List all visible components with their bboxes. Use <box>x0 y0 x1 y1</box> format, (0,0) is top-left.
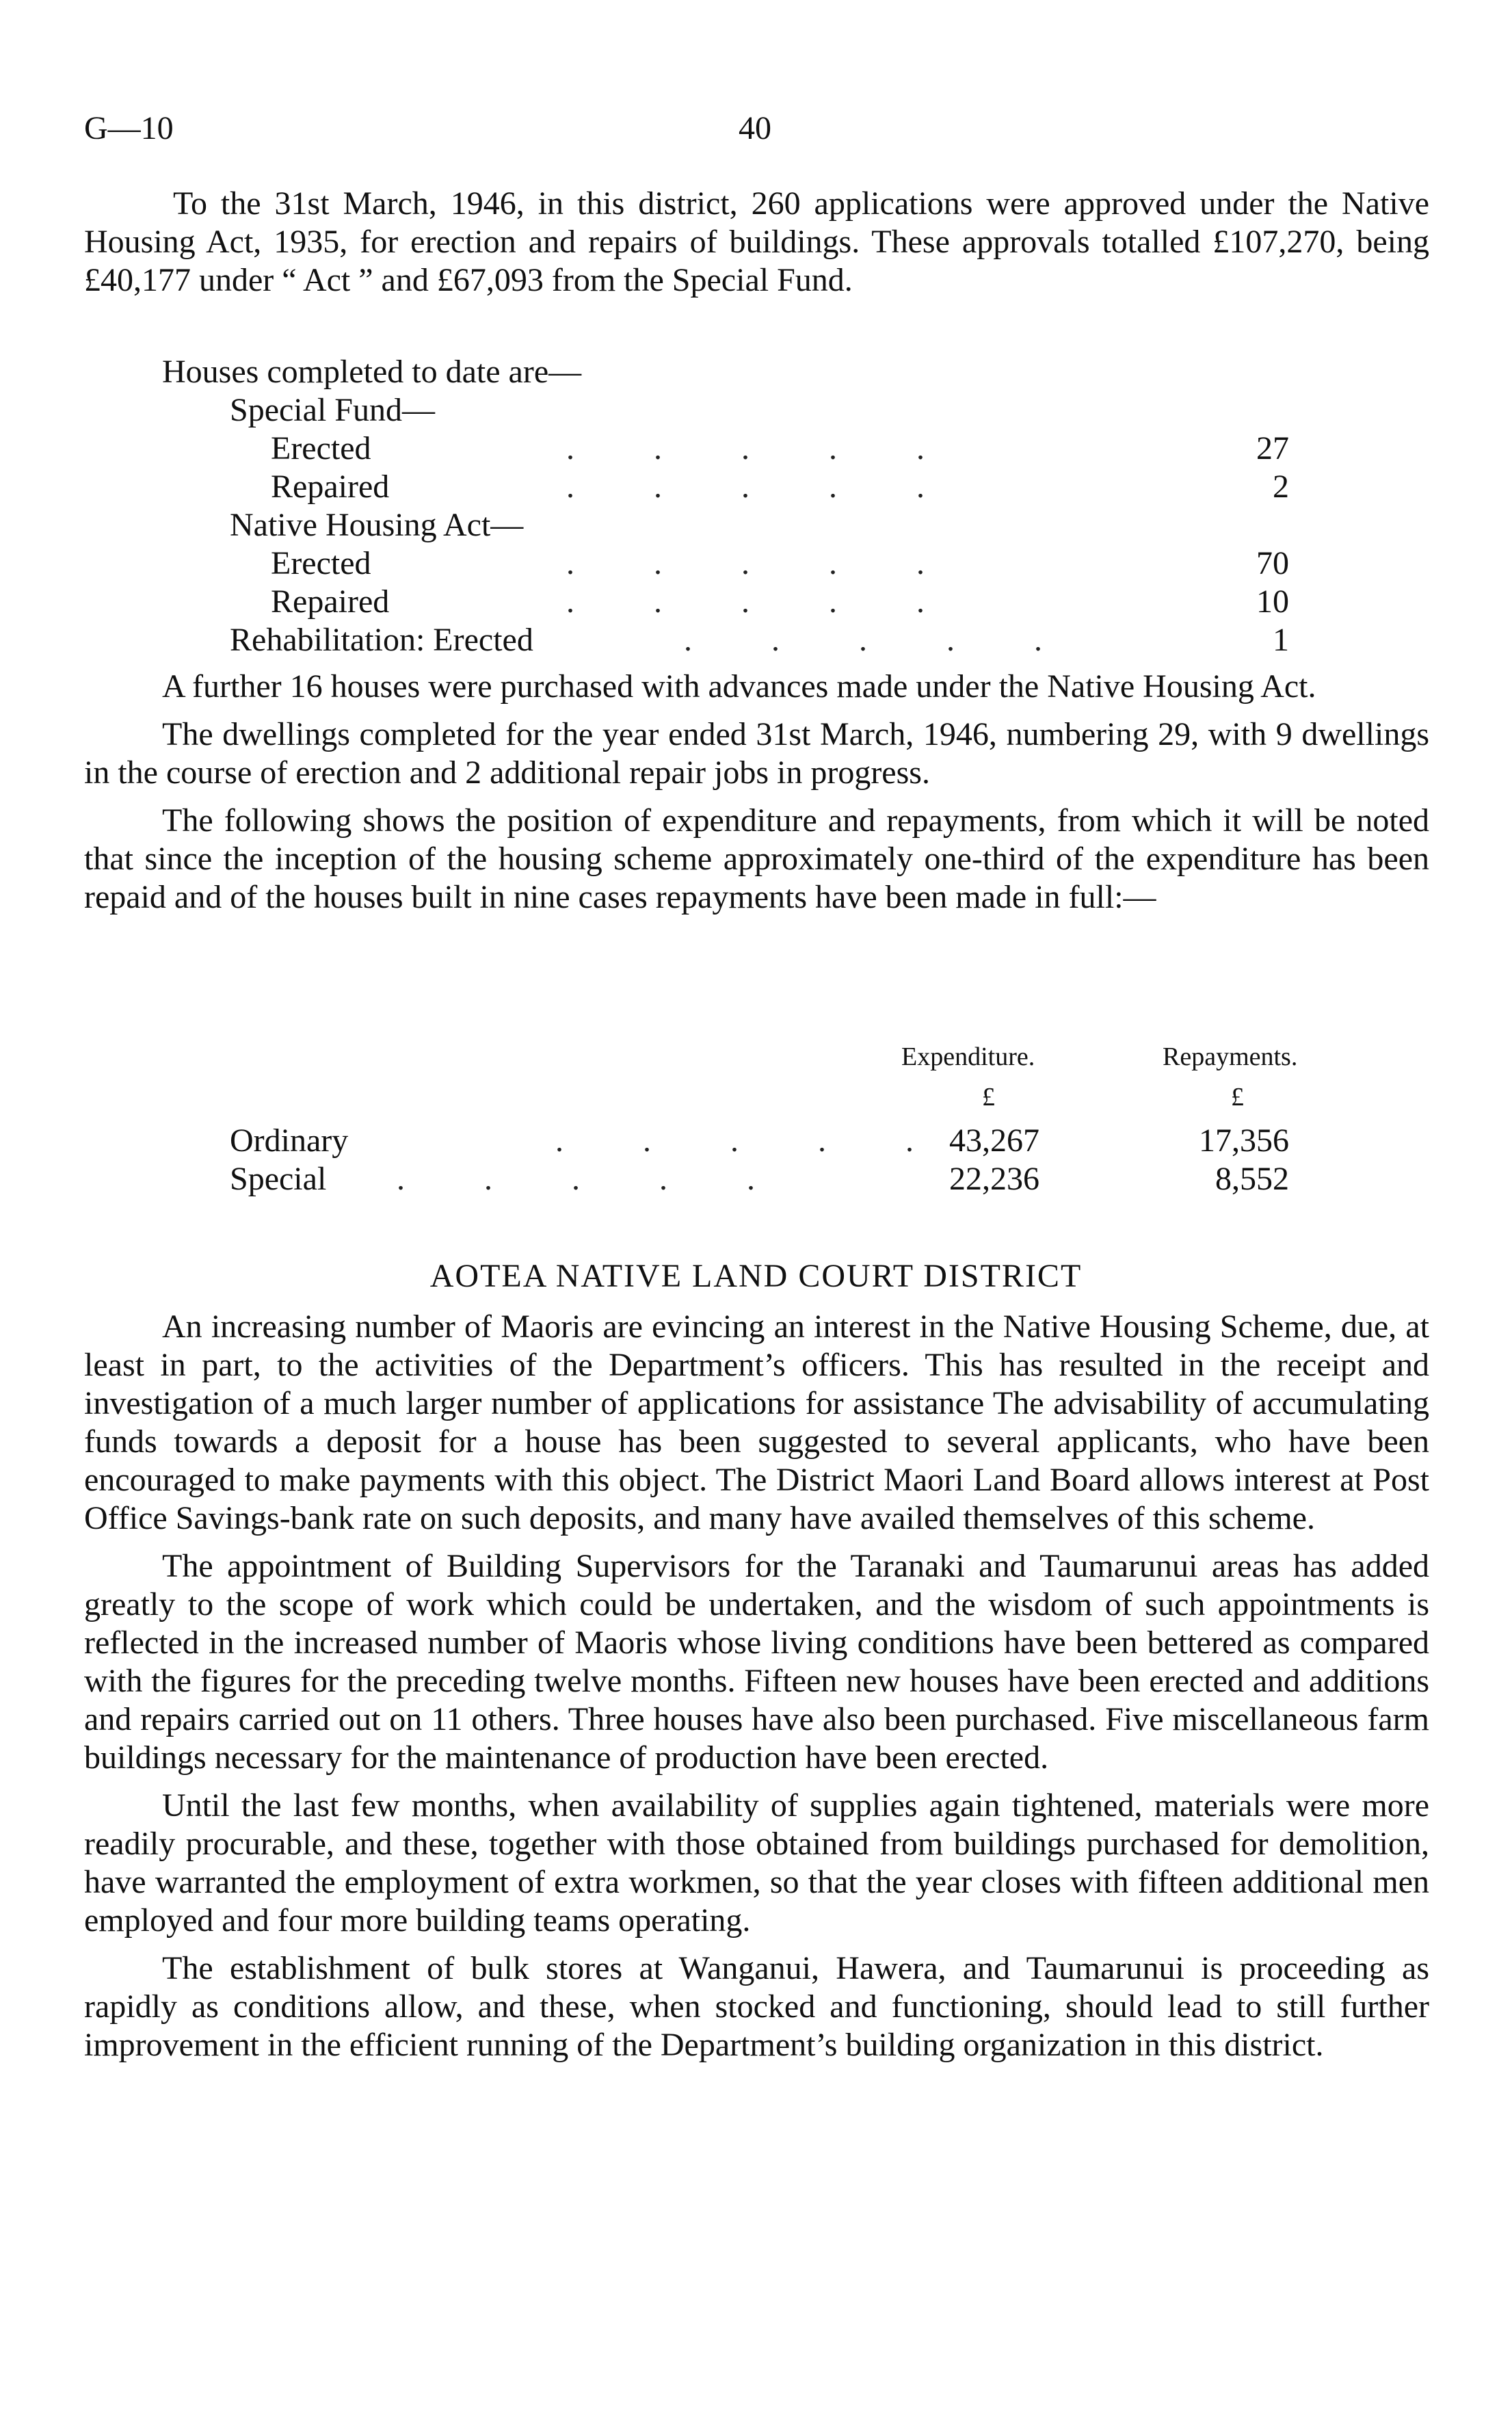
paragraph: The dwellings completed for the year ended 31st March, 1946, numbering 29, with 9 dwellings in the course of erection and 2 additional repair jobs in progress. <box>84 716 1429 791</box>
row-value: 1 <box>1273 622 1289 658</box>
row-label: Erected <box>271 545 371 581</box>
paragraph: An increasing number of Maoris are evincing an interest in the Native Housing Scheme, due, at least in part, to the activities of the Department’s officers. This has resulted in the receipt and investigation of a much larger number of applications for assistance The advisability of accumulating funds towards a deposit for a house has been suggested to several applicants, who have been encouraged to make payments with this object. The District Maori Land Board allows interest at Post Office Savings-bank rate on such deposits, and many have availed themselves of this scheme. <box>84 1309 1429 1536</box>
expenditure-value: 43,267 <box>949 1122 1039 1159</box>
leader-dots: . . . . . <box>397 1161 791 1197</box>
page-number: 40 <box>739 110 771 146</box>
row-value: 70 <box>1256 545 1289 581</box>
native-housing-label: Native Housing Act— <box>230 507 524 543</box>
table-row-label: Special <box>230 1161 327 1197</box>
row-label: Erected <box>271 430 371 466</box>
leader-dots: . . . . . <box>555 1122 949 1159</box>
leader-dots: . . . . . <box>566 583 960 620</box>
table-row-label: Ordinary <box>230 1122 349 1159</box>
paragraph: The establishment of bulk stores at Wanganui, Hawera, and Taumarunui is proceeding as rapidly as conditions allow, and these, when stocked and functioning, should lead to still further improvement in the efficient running of the Department’s building organization in this district. <box>84 1950 1429 2063</box>
paragraph: Until the last few months, when availability of supplies again tightened, materials were more readily procurable, and these, together with those obtained from buildings purchased for demolition, have warranted the employment of extra workmen, so that the year closes with fifteen additional men employed and four more building teams operating. <box>84 1787 1429 1939</box>
paragraphs-a <box>84 668 1429 917</box>
paragraphs-b <box>84 1308 1429 2064</box>
repayments-value: 17,356 <box>1199 1122 1289 1159</box>
leader-dots: . . . . . <box>684 622 1078 658</box>
section-code: G—10 <box>84 110 174 146</box>
paragraph: A further 16 houses were purchased with advances made under the Native Housing Act. <box>162 668 1316 705</box>
row-value: 27 <box>1256 430 1289 466</box>
col-repayments-header: Repayments. <box>1163 1042 1298 1071</box>
repayments-value: 8,552 <box>1215 1161 1289 1197</box>
section-heading: AOTEA NATIVE LAND COURT DISTRICT <box>429 1258 1083 1294</box>
leader-dots: . . . . . <box>566 430 960 466</box>
row-value: 2 <box>1273 469 1289 505</box>
houses-completed-title: Houses completed to date are— <box>162 354 582 390</box>
row-label: Repaired <box>271 469 390 505</box>
expenditure-value: 22,236 <box>949 1161 1039 1197</box>
row-value: 10 <box>1256 583 1289 620</box>
leader-dots: . . . . . <box>566 469 960 505</box>
row-label: Rehabilitation: Erected <box>230 622 533 658</box>
paragraph: The appointment of Building Supervisors for the Taranaki and Taumarunui areas has added greatly to the scope of work which could be undertaken, and the wisdom of such appointments is reflected in the increased number of Maoris whose living conditions have been bettered as compared with the figures for the preceding twelve months. Fifteen new houses have been erected and additions and repairs carried out on 11 others. Three houses have also been purchased. Five miscellaneous farm buildings necessary for the maintenance of production have been erected. <box>84 1548 1429 1776</box>
unit-symbol: £ <box>982 1083 995 1112</box>
leader-dots: . . . . . <box>566 545 960 581</box>
special-fund-label: Special Fund— <box>230 392 435 428</box>
unit-symbol: £ <box>1231 1083 1244 1112</box>
col-expenditure-header: Expenditure. <box>901 1042 1035 1071</box>
row-label: Repaired <box>271 583 390 620</box>
intro-section <box>84 185 1429 300</box>
paragraph: The following shows the position of expenditure and repayments, from which it will be noted that since the inception of the housing scheme approximately one-third of the expenditure has been repaid and of the houses built in nine cases repayments have been made in full:— <box>84 802 1429 915</box>
intro-paragraph: To the 31st March, 1946, in this district, 260 applications were approved under the Native Housing Act, 1935, for erection and repairs of buildings. These approvals totalled £107,270, being £40,177 under “ Act ” and £67,093 from the Special Fund. <box>84 185 1429 298</box>
